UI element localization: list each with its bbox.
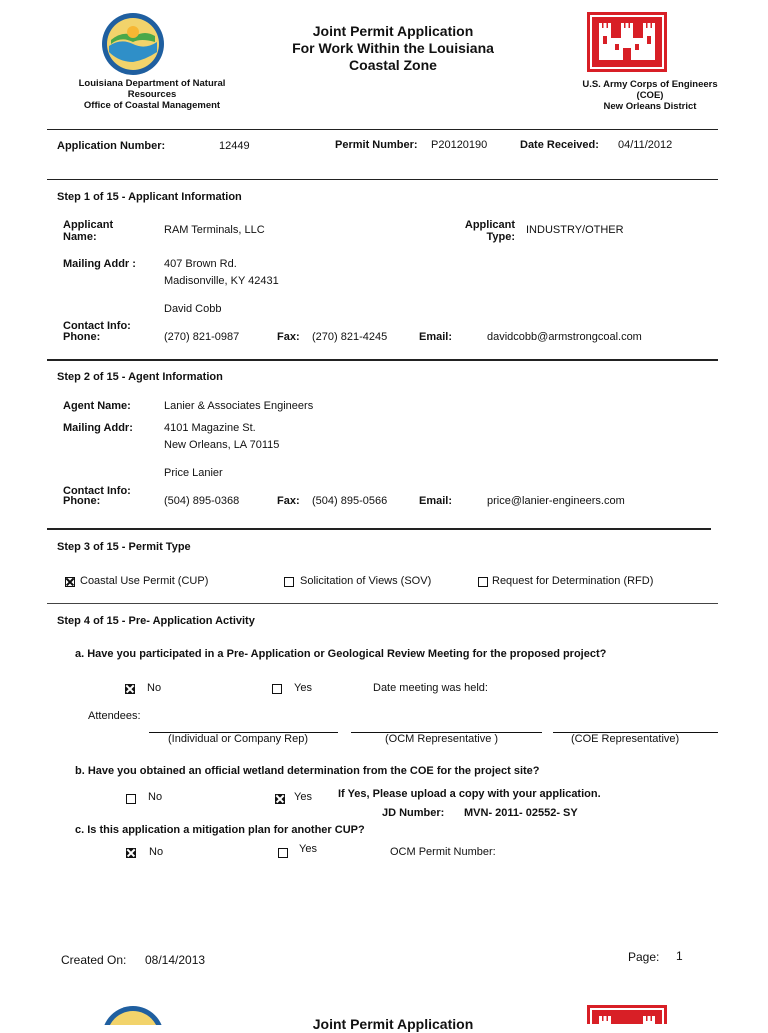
rfd-label: Request for Determination (RFD) bbox=[492, 575, 654, 587]
created-on-label: Created On: bbox=[61, 953, 127, 967]
coe-district: New Orleans District bbox=[603, 101, 697, 112]
page-number: 1 bbox=[676, 949, 683, 963]
agent-email-label: Email: bbox=[419, 495, 453, 507]
sov-checkbox[interactable] bbox=[284, 577, 294, 587]
divider bbox=[47, 528, 711, 530]
coe-name-line2: (COE) bbox=[636, 90, 664, 101]
question-a: a. Have you participated in a Pre- Application or Geological Review Meeting for the proposed project? bbox=[75, 648, 607, 660]
date-meeting-label: Date meeting was held: bbox=[373, 682, 488, 694]
app-number-label: Application Number: bbox=[57, 140, 166, 152]
usace-castle-logo bbox=[587, 1005, 667, 1024]
qa-no-checkbox[interactable] bbox=[125, 684, 135, 694]
attendees-label: Attendees: bbox=[88, 710, 141, 722]
question-b: b. Have you obtained an official wetland determination from the COE for the project site? bbox=[75, 765, 540, 777]
ldnr-name-line2: Resources bbox=[127, 89, 177, 100]
question-c: c. Is this application a mitigation plan for another CUP? bbox=[75, 824, 365, 836]
jd-number-label: JD Number: bbox=[382, 807, 445, 819]
ldnr-name-line1: Louisiana Department of Natural bbox=[78, 78, 226, 89]
applicant-name-label: Applicant Name: bbox=[63, 219, 114, 243]
agent-fax-label: Fax: bbox=[277, 495, 300, 507]
step1-heading: Step 1 of 15 - Applicant Information bbox=[57, 191, 242, 203]
agent-mailing-label: Mailing Addr: bbox=[63, 422, 133, 434]
qb-yes-checkbox[interactable] bbox=[275, 794, 285, 804]
rep-caption: (Individual or Company Rep) bbox=[168, 733, 309, 745]
agent-addr-line1: 4101 Magazine St. bbox=[164, 422, 256, 434]
coe-rep-caption: (COE Representative) bbox=[571, 733, 680, 745]
agent-phone: (504) 895-0368 bbox=[164, 495, 240, 507]
mailing-addr-label: Mailing Addr : bbox=[63, 258, 136, 270]
agent-contact-name: Price Lanier bbox=[164, 467, 223, 479]
permit-number-value: P20120190 bbox=[431, 139, 488, 151]
divider bbox=[47, 359, 718, 361]
agent-email: price@lanier-engineers.com bbox=[487, 495, 625, 507]
qb-upload-note: If Yes, Please upload a copy with your application. bbox=[338, 788, 601, 800]
header-divider bbox=[47, 129, 718, 130]
divider bbox=[47, 603, 718, 604]
step3-heading: Step 3 of 15 - Permit Type bbox=[57, 541, 191, 553]
page-label: Page: bbox=[628, 950, 660, 964]
divider bbox=[47, 179, 718, 180]
sov-label: Solicitation of Views (SOV) bbox=[300, 575, 432, 587]
ldnr-seal-logo bbox=[101, 12, 165, 76]
applicant-fax: (270) 821-4245 bbox=[312, 331, 388, 343]
fax-label: Fax: bbox=[277, 331, 300, 343]
contact-info-label: Contact Info: Phone: bbox=[63, 320, 131, 343]
next-page-title: Joint Permit Application bbox=[312, 1016, 474, 1032]
date-received-value: 04/11/2012 bbox=[618, 139, 673, 151]
qb-no-label: No bbox=[148, 791, 163, 803]
email-label: Email: bbox=[419, 331, 453, 343]
agent-contact-info-label: Contact Info: Phone: bbox=[63, 485, 131, 507]
agent-name-value: Lanier & Associates Engineers bbox=[164, 400, 314, 412]
qc-yes-label: Yes bbox=[299, 843, 317, 855]
mailing-addr-line2: Madisonville, KY 42431 bbox=[164, 275, 279, 287]
qb-no-checkbox[interactable] bbox=[126, 794, 136, 804]
qa-yes-checkbox[interactable] bbox=[272, 684, 282, 694]
agent-name-label: Agent Name: bbox=[63, 400, 131, 412]
qb-yes-label: Yes bbox=[294, 791, 312, 803]
form-title-line1: Joint Permit Application bbox=[312, 23, 474, 39]
step2-heading: Step 2 of 15 - Agent Information bbox=[57, 371, 223, 383]
cup-label: Coastal Use Permit (CUP) bbox=[80, 575, 209, 587]
ocm-name: Office of Coastal Management bbox=[83, 100, 221, 111]
applicant-name-value: RAM Terminals, LLC bbox=[164, 224, 265, 236]
created-on-date: 08/14/2013 bbox=[145, 953, 206, 967]
agent-addr-line2: New Orleans, LA 70115 bbox=[164, 439, 280, 451]
mailing-addr-line1: 407 Brown Rd. bbox=[164, 258, 237, 270]
qc-yes-checkbox[interactable] bbox=[278, 848, 288, 858]
applicant-type-label: Applicant Type: bbox=[464, 219, 515, 243]
rfd-checkbox[interactable] bbox=[478, 577, 488, 587]
applicant-phone: (270) 821-0987 bbox=[164, 331, 240, 343]
date-received-label: Date Received: bbox=[520, 139, 599, 151]
app-number-value: 12449 bbox=[219, 140, 250, 152]
applicant-email: davidcobb@armstrongcoal.com bbox=[487, 331, 642, 343]
form-title-line3: Coastal Zone bbox=[349, 57, 437, 73]
jd-number-value: MVN- 2011- 02552- SY bbox=[464, 807, 578, 819]
qa-yes-label: Yes bbox=[294, 682, 312, 694]
agent-fax: (504) 895-0566 bbox=[312, 495, 388, 507]
usace-castle-logo bbox=[587, 12, 667, 72]
step4-heading: Step 4 of 15 - Pre- Application Activity bbox=[57, 615, 255, 627]
ocm-permit-number-label: OCM Permit Number: bbox=[390, 846, 496, 858]
qa-no-label: No bbox=[147, 682, 162, 694]
coe-name-line1: U.S. Army Corps of Engineers bbox=[582, 79, 718, 90]
applicant-type-value: INDUSTRY/OTHER bbox=[526, 224, 624, 236]
qc-no-label: No bbox=[149, 846, 164, 858]
qc-no-checkbox[interactable] bbox=[126, 848, 136, 858]
ldnr-seal-logo bbox=[101, 1005, 165, 1025]
form-title-line2: For Work Within the Louisiana bbox=[292, 40, 494, 56]
ocm-rep-caption: (OCM Representative ) bbox=[385, 733, 499, 745]
cup-checkbox[interactable] bbox=[65, 577, 75, 587]
contact-name: David Cobb bbox=[164, 303, 222, 315]
permit-number-label: Permit Number: bbox=[335, 139, 418, 151]
